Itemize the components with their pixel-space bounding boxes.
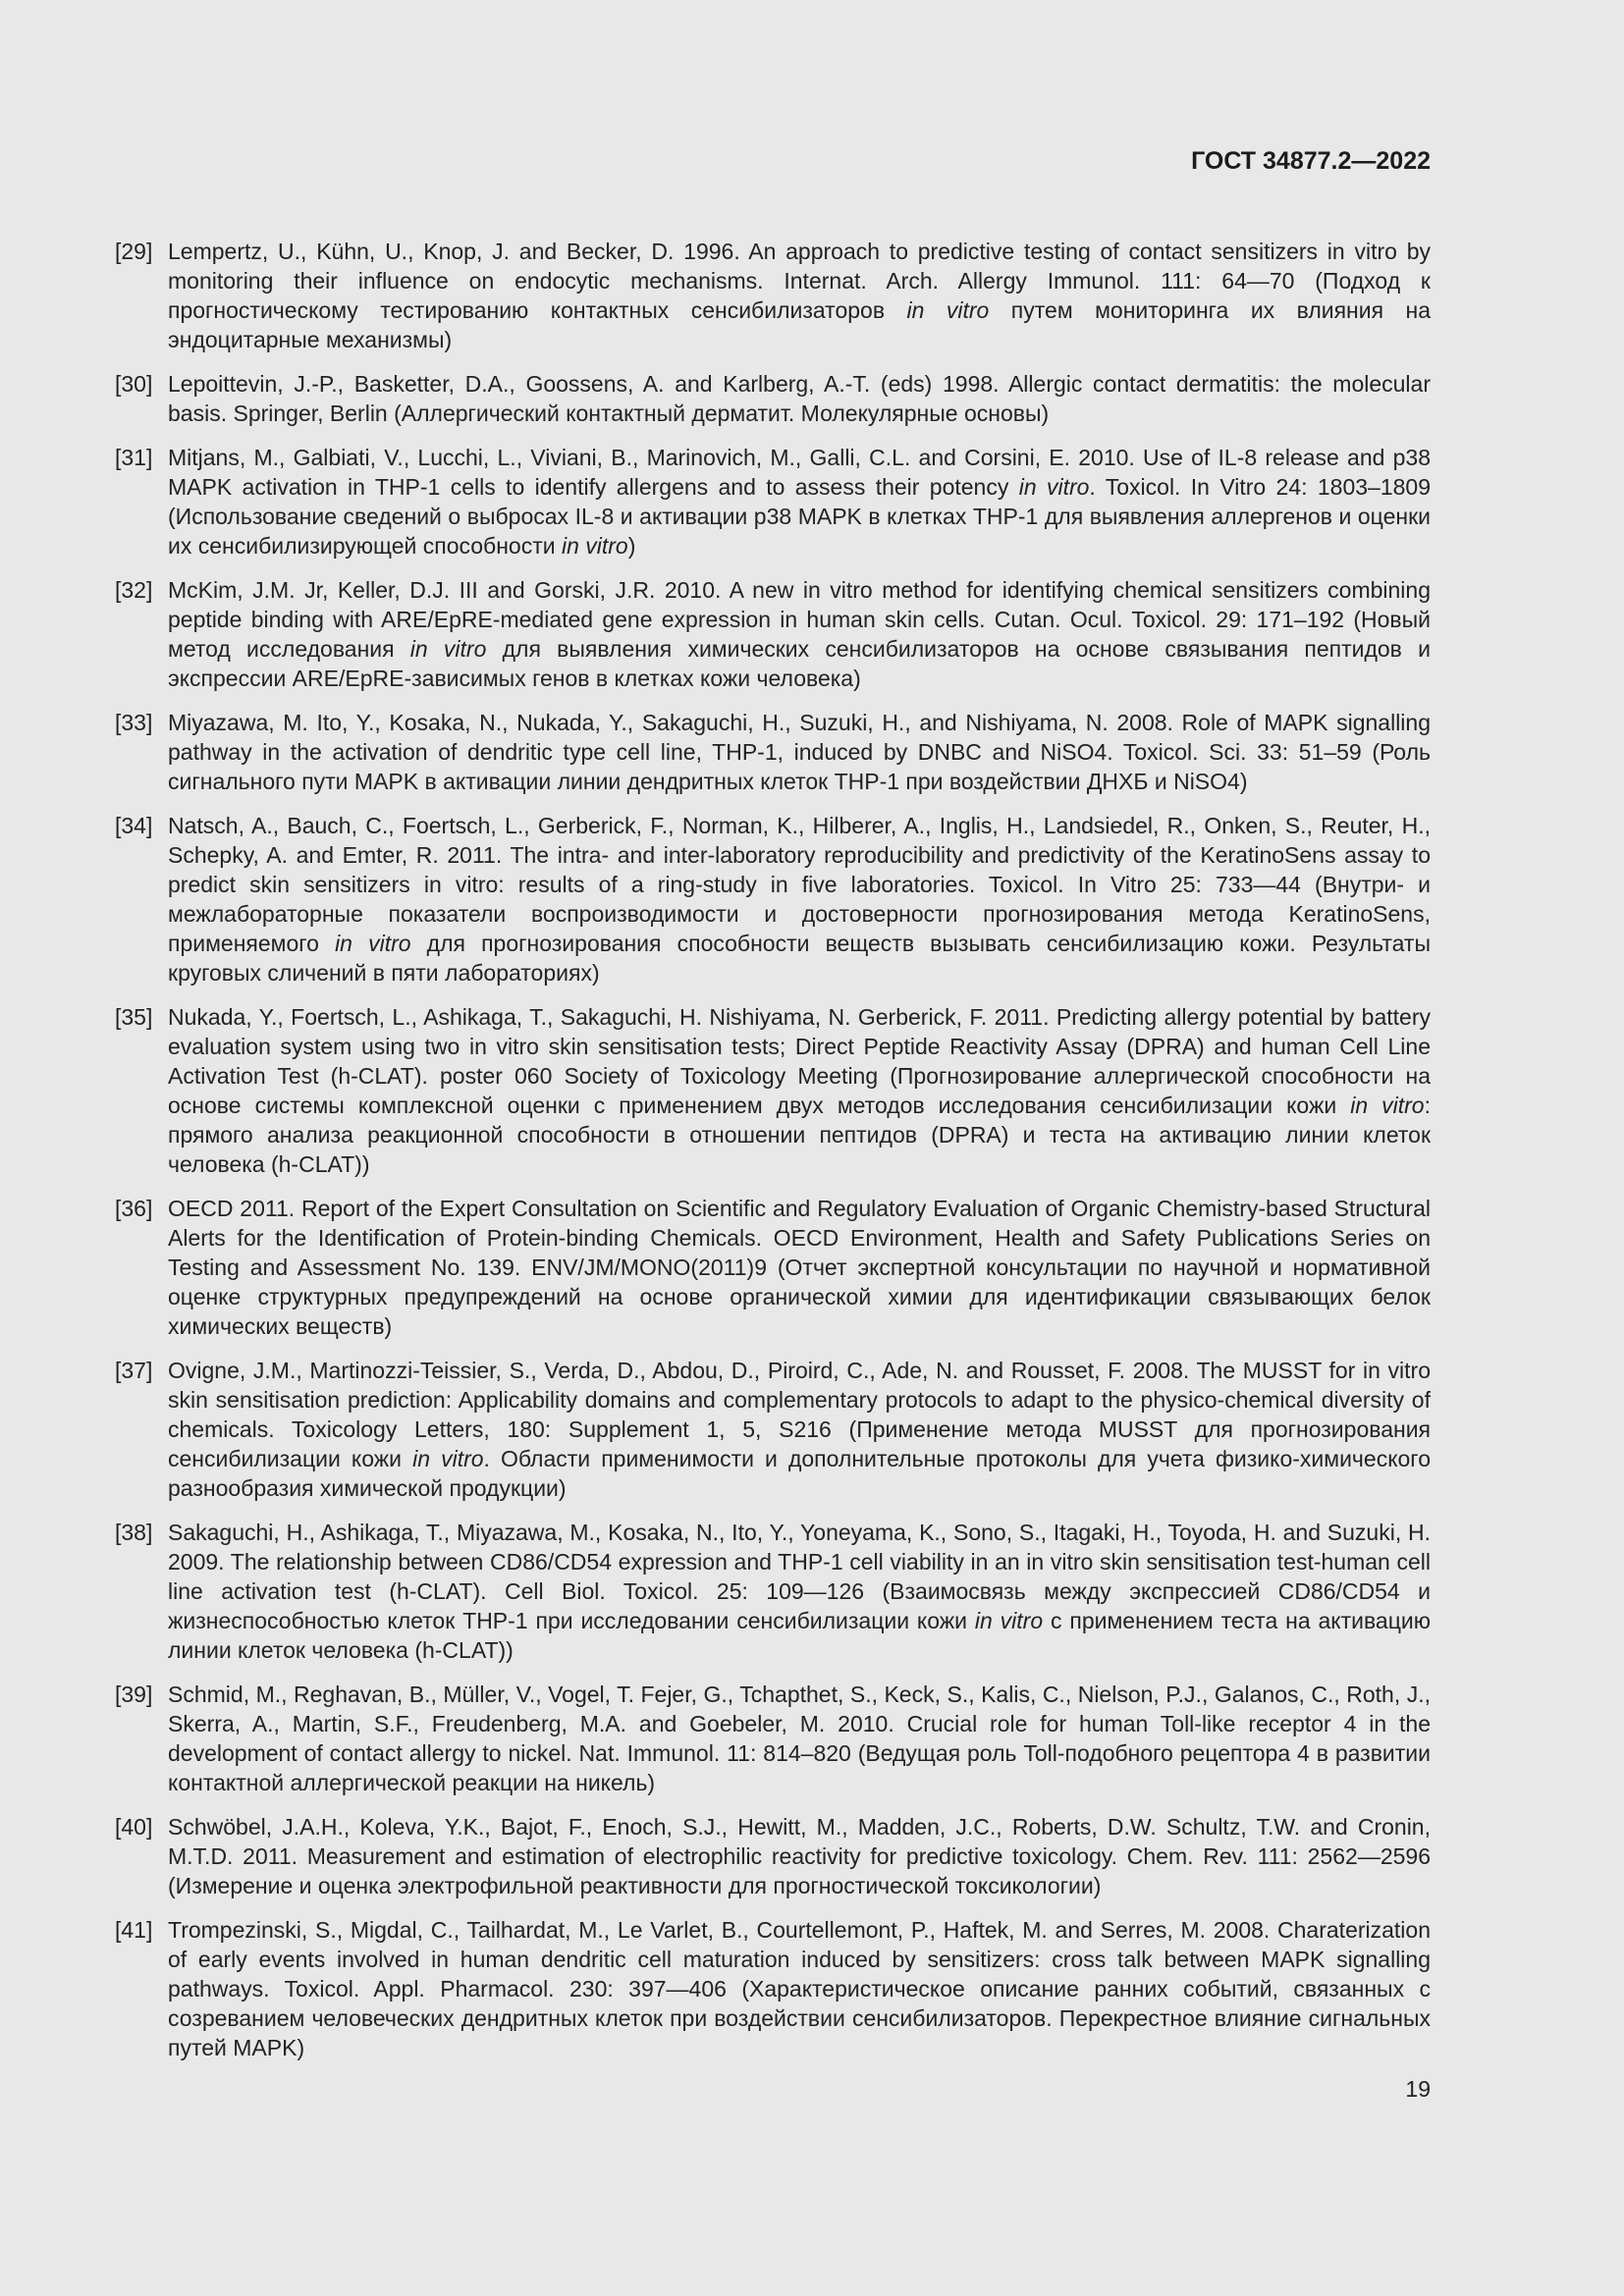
reference-text <box>168 710 1431 794</box>
reference-item <box>115 369 1431 428</box>
reference-segment: Nukada, Y., Foertsch, L., Ashikaga, T., Sakaguchi, H. Nishiyama, N. Gerberick, F. 2011. Predicting allergy potential by battery evaluation system using two in vitro skin sensitisation tests; Direct Peptide Reactivity Assay (DPRA) and human Cell Line Activation Test (h-CLAT). poster 060 Society of Toxicology Meeting (Прогнозирование аллергической способности на основе системы комплексной оценки с применением двух методов исследования сенсибилизации кожи <box>168 1004 1431 1118</box>
italic-term: in vitro <box>1350 1093 1425 1118</box>
reference-number: [33] <box>115 710 153 735</box>
reference-number: [34] <box>115 813 153 838</box>
document-header: ГОСТ 34877.2—2022 <box>1191 147 1431 175</box>
reference-number: [30] <box>115 371 153 397</box>
reference-segment: Ovigne, J.M., Martinozzi-Teissier, S., Verda, D., Abdou, D., Piroird, C., Ade, N. and Rousset, F. 2008. The MUSST for in vitro skin sensitisation prediction: Applicability domains and complementary protocols to adapt to the physico-chemical diversity of chemicals. Toxicology Letters, 180: Supplement 1, 5, S216 (Применение метода MUSST для прогнозирования сенсибилизации кожи <box>168 1358 1431 1471</box>
italic-term: in vitro <box>1018 474 1090 500</box>
reference-text <box>168 813 1431 986</box>
reference-segment: путем мониторинга их влияния на эндоцитарные механизмы) <box>168 297 1432 352</box>
reference-list <box>115 237 1431 2077</box>
reference-text <box>168 239 1431 352</box>
reference-text <box>168 371 1431 426</box>
reference-segment: для выявления химических сенсибилизаторов на основе связывания пептидов и экспрессии ARE/EpRE-зависимых генов в клетках кожи человека) <box>168 636 1431 691</box>
reference-number: [38] <box>115 1520 153 1545</box>
reference-number: [40] <box>115 1814 153 1840</box>
reference-segment: для прогнозирования способности веществ вызывать сенсибилизацию кожи. Результаты круговых сличений в пяти лабораториях) <box>168 931 1431 986</box>
italic-term: in vitro <box>335 931 411 956</box>
reference-item <box>115 1680 1431 1797</box>
reference-item <box>115 237 1431 354</box>
reference-segment: Lempertz, U., Kühn, U., Knop, J. and Becker, D. 1996. An approach to predictive testing of contact sensitizers in vitro by monitoring their influence on endocytic mechanisms. Internat. Arch. Allergy Immunol. 111: 64—70 (Подход к прогностическому тестированию контактных сенсибилизаторов <box>168 239 1431 323</box>
reference-segment: Lepoittevin, J.-P., Basketter, D.A., Goossens, A. and Karlberg, A.-T. (eds) 1998. Allergic contact dermatitis: the molecular basis. Springer, Berlin (Аллергический контактный дерматит. Молекулярные основы) <box>168 371 1431 426</box>
reference-text <box>168 1358 1431 1501</box>
reference-segment: . Области применимости и дополнительные протоколы для учета физико-химического разнообразия химической продукции) <box>168 1446 1431 1501</box>
reference-text <box>168 1814 1431 1898</box>
reference-item <box>115 1194 1431 1341</box>
page-number: 19 <box>1405 2076 1431 2102</box>
italic-term: in vitro <box>409 636 487 662</box>
reference-text <box>168 1196 1431 1339</box>
reference-segment: Sakaguchi, H., Ashikaga, T., Miyazawa, M., Kosaka, N., Ito, Y., Yoneyama, K., Sono, S., Itagaki, H., Toyoda, H. and Suzuki, H. 2009. The relationship between CD86/CD54 expression and THP-1 cell viability in an in vitro skin sensitisation test-human cell line activation test (h-CLAT). Cell Biol. Toxicol. 25: 109—126 (Взаимосвязь между экспрессией CD86/CD54 и жизнеспособностью клеток THP-1 при исследовании сенсибилизации кожи <box>168 1520 1431 1633</box>
reference-segment: : прямого анализа реакционной способности в отношении пептидов (DPRA) и теста на активацию линии клеток человека (h-CLAT)) <box>168 1093 1431 1177</box>
reference-text <box>168 1004 1431 1177</box>
italic-term: in vitro <box>906 297 990 323</box>
reference-text <box>168 577 1431 691</box>
reference-segment: ) <box>627 533 636 559</box>
italic-term: in vitro <box>561 533 628 559</box>
reference-item <box>115 1812 1431 1900</box>
reference-item <box>115 443 1431 561</box>
reference-segment: Natsch, A., Bauch, C., Foertsch, L., Gerberick, F., Norman, K., Hilberer, A., Inglis, H., Landsiedel, R., Onken, S., Reuter, H., Schepky, A. and Emter, R. 2011. The intra- and inter-laboratory reproducibility and predictivity of the KeratinoSens assay to predict skin sensitizers in vitro: results of a ring-study in five laboratories. Toxicol. In Vitro 25: 733—44 (Внутри- и межлабораторные показатели воспроизводимости и достоверности прогнозирования метода KeratinoSens, применяемого <box>168 813 1431 956</box>
reference-text <box>168 1520 1431 1663</box>
italic-term: in vitro <box>412 1446 484 1471</box>
reference-number: [32] <box>115 577 153 603</box>
reference-item <box>115 811 1431 988</box>
reference-text <box>168 445 1431 559</box>
reference-item <box>115 575 1431 693</box>
reference-item <box>115 1518 1431 1665</box>
reference-segment: . Toxicol. In Vitro 24: 1803–1809 (Использование сведений о выбросах IL-8 и активации p38 MAPK в клетках THP-1 для выявления аллергенов и оценки их сенсибилизирующей способности <box>168 474 1432 559</box>
reference-item <box>115 1356 1431 1503</box>
reference-number: [29] <box>115 239 153 264</box>
reference-number: [35] <box>115 1004 153 1030</box>
reference-segment: Trompezinski, S., Migdal, C., Tailhardat, M., Le Varlet, B., Courtellemont, P., Haftek, M. and Serres, M. 2008. Charaterization of early events involved in human dendritic cell maturation induced by sensitizers: cross talk between MAPK signalling pathways. Toxicol. Appl. Pharmacol. 230: 397—406 (Характеристическое описание ранних событий, связанных с созреванием человеческих дендритных клеток при воздействии сенсибилизаторов. Перекрестное влияние сигнальных путей MAPK) <box>168 1917 1431 2060</box>
reference-segment: Miyazawa, M. Ito, Y., Kosaka, N., Nukada, Y., Sakaguchi, H., Suzuki, H., and Nishiyama, N. 2008. Role of MAPK signalling pathway in the activation of dendritic type cell line, THP-1, induced by DNBC and NiSO4. Toxicol. Sci. 33: 51–59 (Роль сигнального пути MAPK в активации линии дендритных клеток THP-1 при воздействии ДНХБ и NiSO4) <box>168 710 1431 794</box>
reference-item <box>115 1002 1431 1179</box>
reference-number: [31] <box>115 445 153 470</box>
reference-segment: Schwöbel, J.A.H., Koleva, Y.K., Bajot, F., Enoch, S.J., Hewitt, M., Madden, J.C., Roberts, D.W. Schultz, T.W. and Cronin, M.T.D. 2011. Measurement and estimation of electrophilic reactivity for predictive toxicology. Chem. Rev. 111: 2562—2596 (Измерение и оценка электрофильной реактивности для прогностической токсикологии) <box>168 1814 1431 1898</box>
reference-segment: Schmid, M., Reghavan, B., Müller, V., Vogel, T. Fejer, G., Tchapthet, S., Keck, S., Kalis, C., Nielson, P.J., Galanos, C., Roth, J., Skerra, A., Martin, S.F., Freudenberg, M.A. and Goebeler, M. 2010. Crucial role for human Toll-like receptor 4 in the development of contact allergy to nickel. Nat. Immunol. 11: 814–820 (Ведущая роль Toll-подобного рецептора 4 в развитии контактной аллергической реакции на никель) <box>168 1682 1431 1795</box>
reference-item <box>115 708 1431 796</box>
reference-number: [36] <box>115 1196 153 1221</box>
reference-number: [37] <box>115 1358 153 1383</box>
reference-segment: McKim, J.M. Jr, Keller, D.J. III and Gorski, J.R. 2010. A new in vitro method for identifying chemical sensitizers combining peptide binding with ARE/EpRE-mediated gene expression in human skin cells. Cutan. Ocul. Toxicol. 29: 171–192 (Новый метод исследования <box>168 577 1431 662</box>
reference-text <box>168 1917 1431 2060</box>
reference-number: [41] <box>115 1917 153 1943</box>
reference-item <box>115 1915 1431 2062</box>
reference-segment: OECD 2011. Report of the Expert Consultation on Scientific and Regulatory Evaluation of Organic Chemistry-based Structural Alerts for the Identification of Protein-binding Chemicals. OECD Environment, Health and Safety Publications Series on Testing and Assessment No. 139. ENV/JM/MONO(2011)9 (Отчет экспертной консультации по научной и нормативной оценке структурных предупреждений на основе органической химии для идентификации связывающих белок химических веществ) <box>168 1196 1431 1339</box>
italic-term: in vitro <box>974 1608 1044 1633</box>
reference-text <box>168 1682 1431 1795</box>
reference-number: [39] <box>115 1682 153 1707</box>
reference-segment: с применением теста на активацию линии клеток человека (h-CLAT)) <box>168 1608 1431 1663</box>
reference-segment: Mitjans, M., Galbiati, V., Lucchi, L., Viviani, B., Marinovich, M., Galli, C.L. and Corsini, E. 2010. Use of IL-8 release and p38 MAPK activation in THP-1 cells to identify allergens and to assess their potency <box>168 445 1431 500</box>
